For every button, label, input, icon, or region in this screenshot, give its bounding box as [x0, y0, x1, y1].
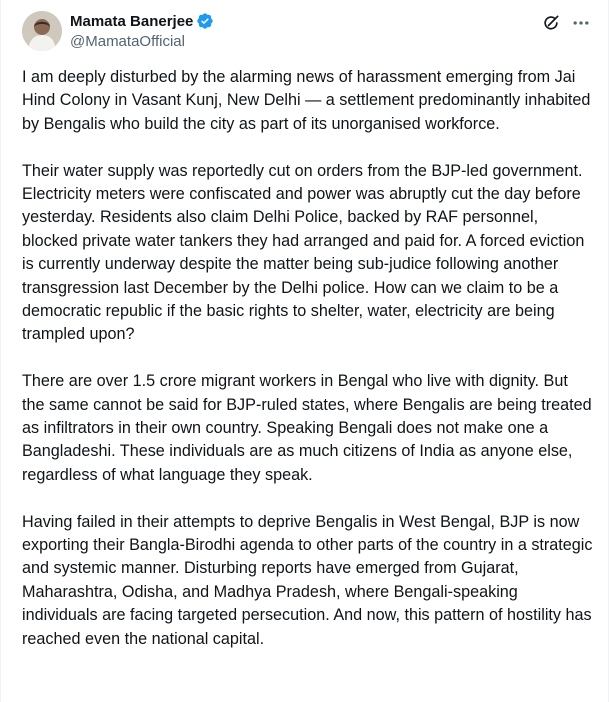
author-names [70, 11, 214, 50]
verified-badge-icon [196, 12, 214, 30]
display-name-row [70, 11, 214, 31]
display-name[interactable]: Mamata Banerjee [70, 12, 194, 30]
avatar[interactable] [22, 11, 62, 51]
post-paragraph-3: There are over 1.5 crore migrant workers in Bengal who live with dignity. But the same cannot be said for BJP-ruled states, where Bengalis are being treated as infiltrators in their own country. Speaking Bengali does not make one a Bangladeshi. These individuals are as much citizens of India as anyone else, regardless of what language they speak. [22, 372, 592, 484]
post-actions [540, 12, 592, 34]
more-icon[interactable] [570, 12, 592, 34]
post-paragraph-2: Their water supply was reportedly cut on orders from the BJP-led government. Electricity meters were confiscated and power was abruptly cut the day before yesterday. Residents also claim Delhi Police, backed by RAF personnel, blocked private water tankers they had arranged and paid for. A forced eviction is currently underway despite the matter being sub-judice following another transgression last December by the Delhi police. How can we claim to be a democratic republic if the basic rights to shelter, water, electricity are being trampled upon? [22, 161, 585, 344]
post-header [22, 10, 592, 54]
post-paragraph-4: Having failed in their attempts to deprive Bengalis in West Bengal, BJP is now exporting their Bangla-Birodhi agenda to other parts of the country in a strategic and systemic manner. Disturbing reports have emerged from Gujarat, Maharashtra, Odisha, and Madhya Pradesh, where Bengali-speaking individuals are facing targeted persecution. And now, this pattern of hostility has reached even the national capital. [22, 512, 593, 648]
post-text [22, 66, 594, 675]
grok-icon[interactable] [540, 12, 562, 34]
post-paragraph-1: I am deeply disturbed by the alarming news of harassment emerging from Jai Hind Colony in Vasant Kunj, New Delhi — a settlement predominantly inhabited by Bengalis who build the city as part of its unorganised workforce. [22, 68, 591, 133]
author-handle[interactable]: @MamataOfficial [70, 33, 185, 50]
